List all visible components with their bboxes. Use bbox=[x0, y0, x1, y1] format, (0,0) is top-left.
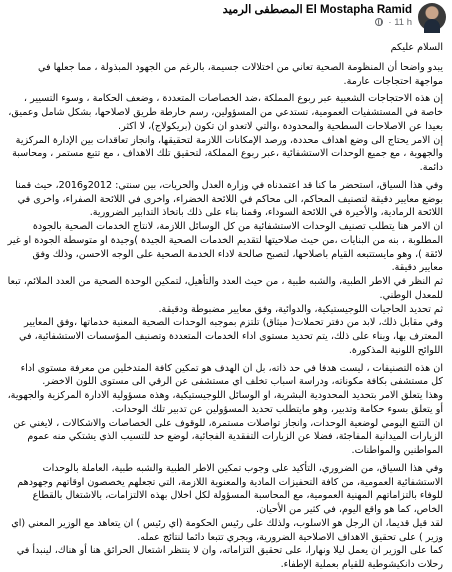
post-paragraph: وفي مقابل ذلك، لابد من دفتر تحملات( ميثاق) تلتزم بموجبه الوحدات الصحية المعنية خدماتها ،وفق المعايير المعترف بها، وبناء على ذلك، يتم تحديد مستوى اداء الخدمات المتعددة وتصنيف المؤسسات الاستشفائية، في اللوائح اللونية المذكورة. bbox=[18, 317, 443, 356]
post-paragraph: وفي هذا السياق، من الضروري، التأكيد على وجوب تمكين الاطر الطبية والشبه طبية، العاملة بالوحدات الاستشفائية العمومية، من كافة التحفيزات المادية والمعنوية اللازمة، التي تجعلهم يخصصون اوقاتهم وجهودهم للوفاء بالتزاماتهم المهنية العمومية، مع المحاسبة المسؤولة لكل اخلال بهذه الالتزامات، بالاشتغال بالقطاع الخاص، كما هو واقع اليوم، في كثير من الأحيان. bbox=[17, 462, 443, 515]
post-paragraph: ثم تحديد الحاجيات اللوجيستيكية، والدوائية، وفق معايير مضبوطة ودقيقة. bbox=[158, 303, 443, 315]
globe-icon bbox=[375, 18, 383, 26]
post-header bbox=[0, 0, 452, 38]
post-paragraph: لقد قيل قديما، ان الرجل هو الاسلوب، ولذلك على رئيس الحكومة (اي رئيس ) ان يتعاهد مع الوزير المعني (اي وزير ) على تحقيق الاهداف الاصلاحية الضرورية، ويجري تتبعا دائما لنتائج عمله. bbox=[11, 517, 443, 543]
post-paragraph: ان التتبع اليومي لوضعية الوحدات، وانجاز تواصلات مستمرة، للوقوف على الخصاصات والاشكالات ، لايغني عن الزيارات الميدانية المفاجئة، فضلا عن الزيارات التفقدية الفجائية، لوضع حد للتسيب الذي يشتكي منه عموم المواطنين والمواطنات. bbox=[13, 417, 443, 456]
post-paragraph: السلام عليكم bbox=[390, 42, 443, 53]
avatar[interactable] bbox=[418, 3, 446, 31]
post-time[interactable]: 11 h bbox=[394, 17, 412, 28]
post-paragraph: وفي هذا السياق، استحضر ما كنا قد اعتمدناه في وزارة العدل والحريات، بين سنتي: 2012و2016، حيث قمنا بوضع معايير دقيقة لتصنيف المحاكم، الى محاكم في اللائحة الخضراء، واخرى في اللائحة الصفراء، واخرى في اللائحة الرمادية، والأخيرة في اللائحة السوداء، وقمنا بناء على ذلك باتخاذ التدابير الضرورية. bbox=[15, 179, 443, 219]
dot-separator: · bbox=[388, 17, 392, 28]
post-paragraph: ثم النظر في الاطر الطبية، والشبه طبية ، من حيث العدد والتأهيل، لتمكين الوحدة الصحية من العدد الملائم، تبعا للمعدل الوطني. bbox=[7, 276, 443, 301]
post-paragraph: إن هذه الاحتجاجات الشعبية عبر ربوع المملكة ،ضد الخصاصات المتعددة ، وضعف الحكامة ، وسوء التسيير ، خاصة في المستشفيات العمومية، تستدعي من المسؤولين، رسم خارطة طريق لاصلاحها، بشكل شامل وعميق، بعيدا عن الاصلاحات السطحية والمحدودة ،والتي لاتعدو ان تكون (بريكولاج)، لا اكثر. bbox=[8, 93, 443, 132]
post-paragraph: ان هذه التصنيفات ، ليست هدفا في حد ذاته، بل ان الهدف هو تمكين كافة المتدخلين من معرفة مستوى اداء كل مستشفى بكافة مكوناته، ودراسة اسباب تخلف اي مستشفى عن الرقي الى مستوى اللون الاخضر. bbox=[20, 362, 443, 388]
post-paragraph: يبدو واضحا أن المنظومة الصحية تعاني من اختلالات جسيمة، بالرغم من الجهود المبذولة ، مما جعلها في مواجهة احتجاجات عارمة. bbox=[37, 61, 443, 87]
post-body bbox=[0, 41, 452, 572]
post-paragraph: كما على الوزير ان يعمل ليلا ونهارا، على تحقيق التزاماته، وان لا ينتظر اشتعال الحرائق هنا أو هناك، لينبدأ في رحلات دانكيشوطية للقيام بعملية الإطفاء. bbox=[16, 545, 443, 570]
post-meta bbox=[375, 17, 412, 28]
post-paragraph: إن الامر يحتاج الى وضع اهداف محددة، ورصد الإمكانات اللازمة لتحقيقها، وانجاز تعاقدات بين الإدارة المركزية والجهوية ، مع جميع الوحدات الاستشفائية ،عبر ربوع المملكة، لتحقيق تلك الاهداف ، مع تتبع مستمر ، ومحاسبة دائمة. bbox=[12, 134, 443, 173]
post-paragraph: ان الامر هنا يتطلب تصنيف الوحدات الاستشفائية من كل الوسائل اللازمة، لانتاج الخدمات الصحية بالجودة المطلوبة ، بنه من البنايات ،من حيث صلاحيتها لتقديم الخدمات الصحية الجيدة )وجيدة او متوسطة الجودة او غير لائقة )، وهو مايستتبعه القيام باصلاحها، لتصبح صالحة لاداء الخدمة الصحية على الوجه الاحسن، وذلك وفق معايير دقيقة. bbox=[7, 221, 443, 274]
author-name[interactable]: المصطفى الرميد El Mostapha Ramid bbox=[222, 4, 412, 16]
post-paragraph: وهذا يتعلق الامر بتحديد المحدودية البشرية، او الوسائل اللوجيستيكية، وهذه مسؤولية الادارة المركزية والجهوية، أو يتعلق بسوء حكامة وتدبير، وهو مايتطلب تحديد المسؤولين عن تدبير تلك الوحدات. bbox=[7, 390, 443, 415]
